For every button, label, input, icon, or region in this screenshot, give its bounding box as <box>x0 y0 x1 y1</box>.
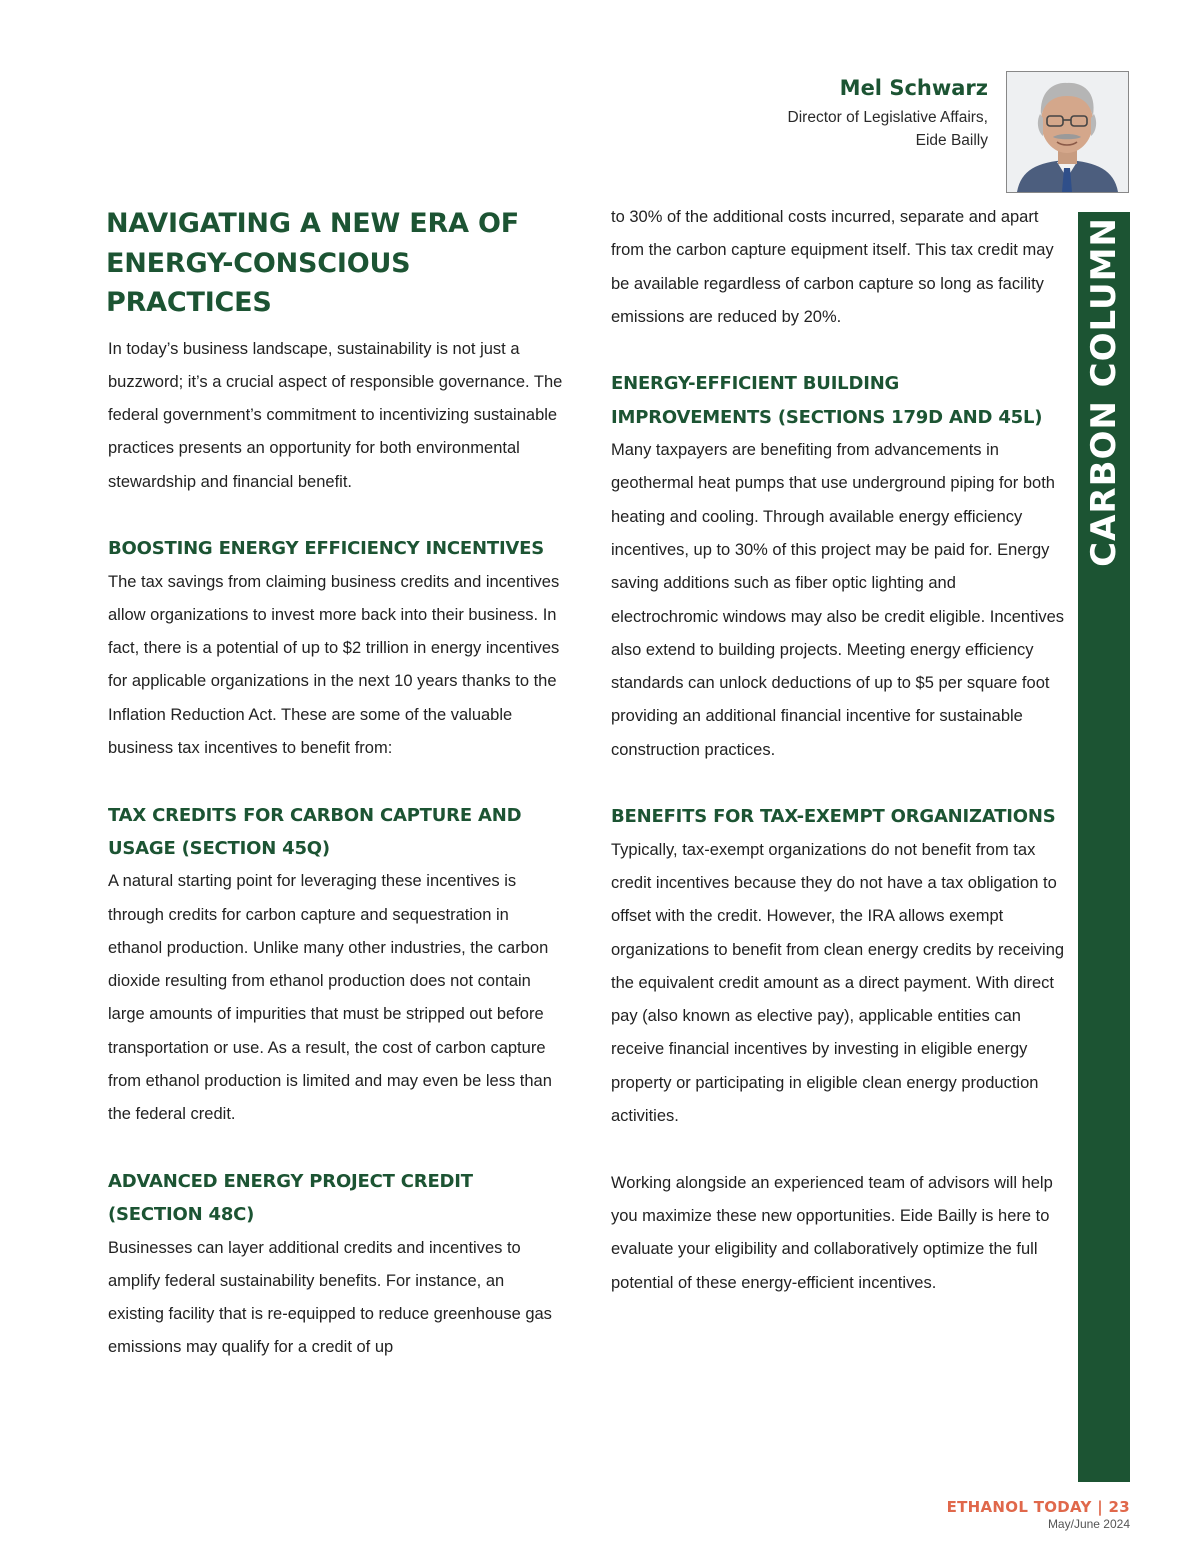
closing-paragraph: Working alongside an experienced team of advisors will help you maximize these new opportunities. Eide Bailly is here to evaluate your eligibility and collaboratively optimize the full potential of these energy-efficient incentives. <box>611 1173 1053 1292</box>
section-body-advanced-energy: Businesses can layer additional credits and incentives to amplify federal sustainability benefits. For instance, an existing facility that is re-equipped to reduce greenhouse gas emissions may qualify for a credit of up <box>108 1238 552 1357</box>
section-heading-tax-exempt: BENEFITS FOR TAX-EXEMPT ORGANIZATIONS <box>611 806 1056 828</box>
section-heading-advanced-energy: ADVANCED ENERGY PROJECT CREDIT (SECTION 48C) <box>108 1170 473 1226</box>
intro-paragraph: In today’s business landscape, sustainability is not just a buzzword; it’s a crucial aspect of responsible governance. The federal government’s commitment to incentivizing sustainable practices presents an opportunity for both environmental stewardship and financial benefit. <box>108 339 563 491</box>
author-title: Director of Legislative Affairs, <box>787 109 988 126</box>
article-column-right <box>611 201 1066 1300</box>
section-heading-building-improvements: ENERGY-EFFICIENT BUILDING IMPROVEMENTS (SECTIONS 179D AND 45L) <box>611 373 1043 428</box>
section-body-carbon-capture: A natural starting point for leveraging these incentives is through credits for carbon capture and sequestration in ethanol production. Unlike many other industries, the carbon dioxide resulting from ethanol production does not contain large amounts of impurities that must be stripped out before transportation or use. As a result, the cost of carbon capture from ethanol production is limited and may even be less than the federal credit. <box>108 872 552 1124</box>
section-heading-energy-efficiency: BOOSTING ENERGY EFFICIENCY INCENTIVES <box>108 538 545 560</box>
section-body-tax-exempt: Typically, tax-exempt organizations do not benefit from tax credit incentives because they do not have a tax obligation to offset with the credit. However, the IRA allows exempt organizations to benefit from clean energy credits by receiving the equivalent credit amount as a direct payment. With direct pay (also known as elective pay), applicable entities can receive financial incentives by investing in eligible energy property or participating in eligible clean energy production activities. <box>611 840 1065 1126</box>
section-body-building-improvements: Many taxpayers are benefiting from advancements in geothermal heat pumps that use underground piping for both heating and cooling. Through available energy efficiency incentives, up to 30% of this project may be paid for. Energy saving additions such as fiber optic lighting and electrochromic windows may also be credit eligible. Incentives also extend to building projects. Meeting energy efficiency standards can unlock deductions of up to $5 per square foot providing an additional financial incentive for sustainable construction practices. <box>611 441 1065 759</box>
section-heading-carbon-capture: TAX CREDITS FOR CARBON CAPTURE AND USAGE (SECTION 45Q) <box>108 804 522 859</box>
author-photo <box>1006 71 1129 193</box>
article-column-left <box>108 204 563 1365</box>
article-title: NAVIGATING A NEW ERA OF ENERGY-CONSCIOUS PRACTICES <box>106 208 520 318</box>
issue-date: May/June 2024 <box>1047 1517 1130 1531</box>
section-body-advanced-energy-continued: to 30% of the additional costs incurred, separate and apart from the carbon capture equipment itself. This tax credit may be available regardless of carbon capture so long as facility emissions are reduced by 20%. <box>611 208 1054 326</box>
author-block <box>788 76 988 152</box>
sidebar-label: CARBON COLUMN <box>1084 217 1124 567</box>
author-company: Eide Bailly <box>915 132 988 149</box>
carbon-column-sidebar <box>1078 212 1130 1482</box>
author-name: Mel Schwarz <box>839 76 988 100</box>
publication-page-number: ETHANOL TODAY | 23 <box>946 1498 1130 1516</box>
section-body-energy-efficiency: The tax savings from claiming business credits and incentives allow organizations to invest more back into their business. In fact, there is a potential of up to $2 trillion in energy incentives for applicable organizations in the next 10 years thanks to the Inflation Reduction Act. These are some of the valuable business tax incentives to benefit from: <box>108 572 560 758</box>
page-footer <box>947 1498 1130 1531</box>
